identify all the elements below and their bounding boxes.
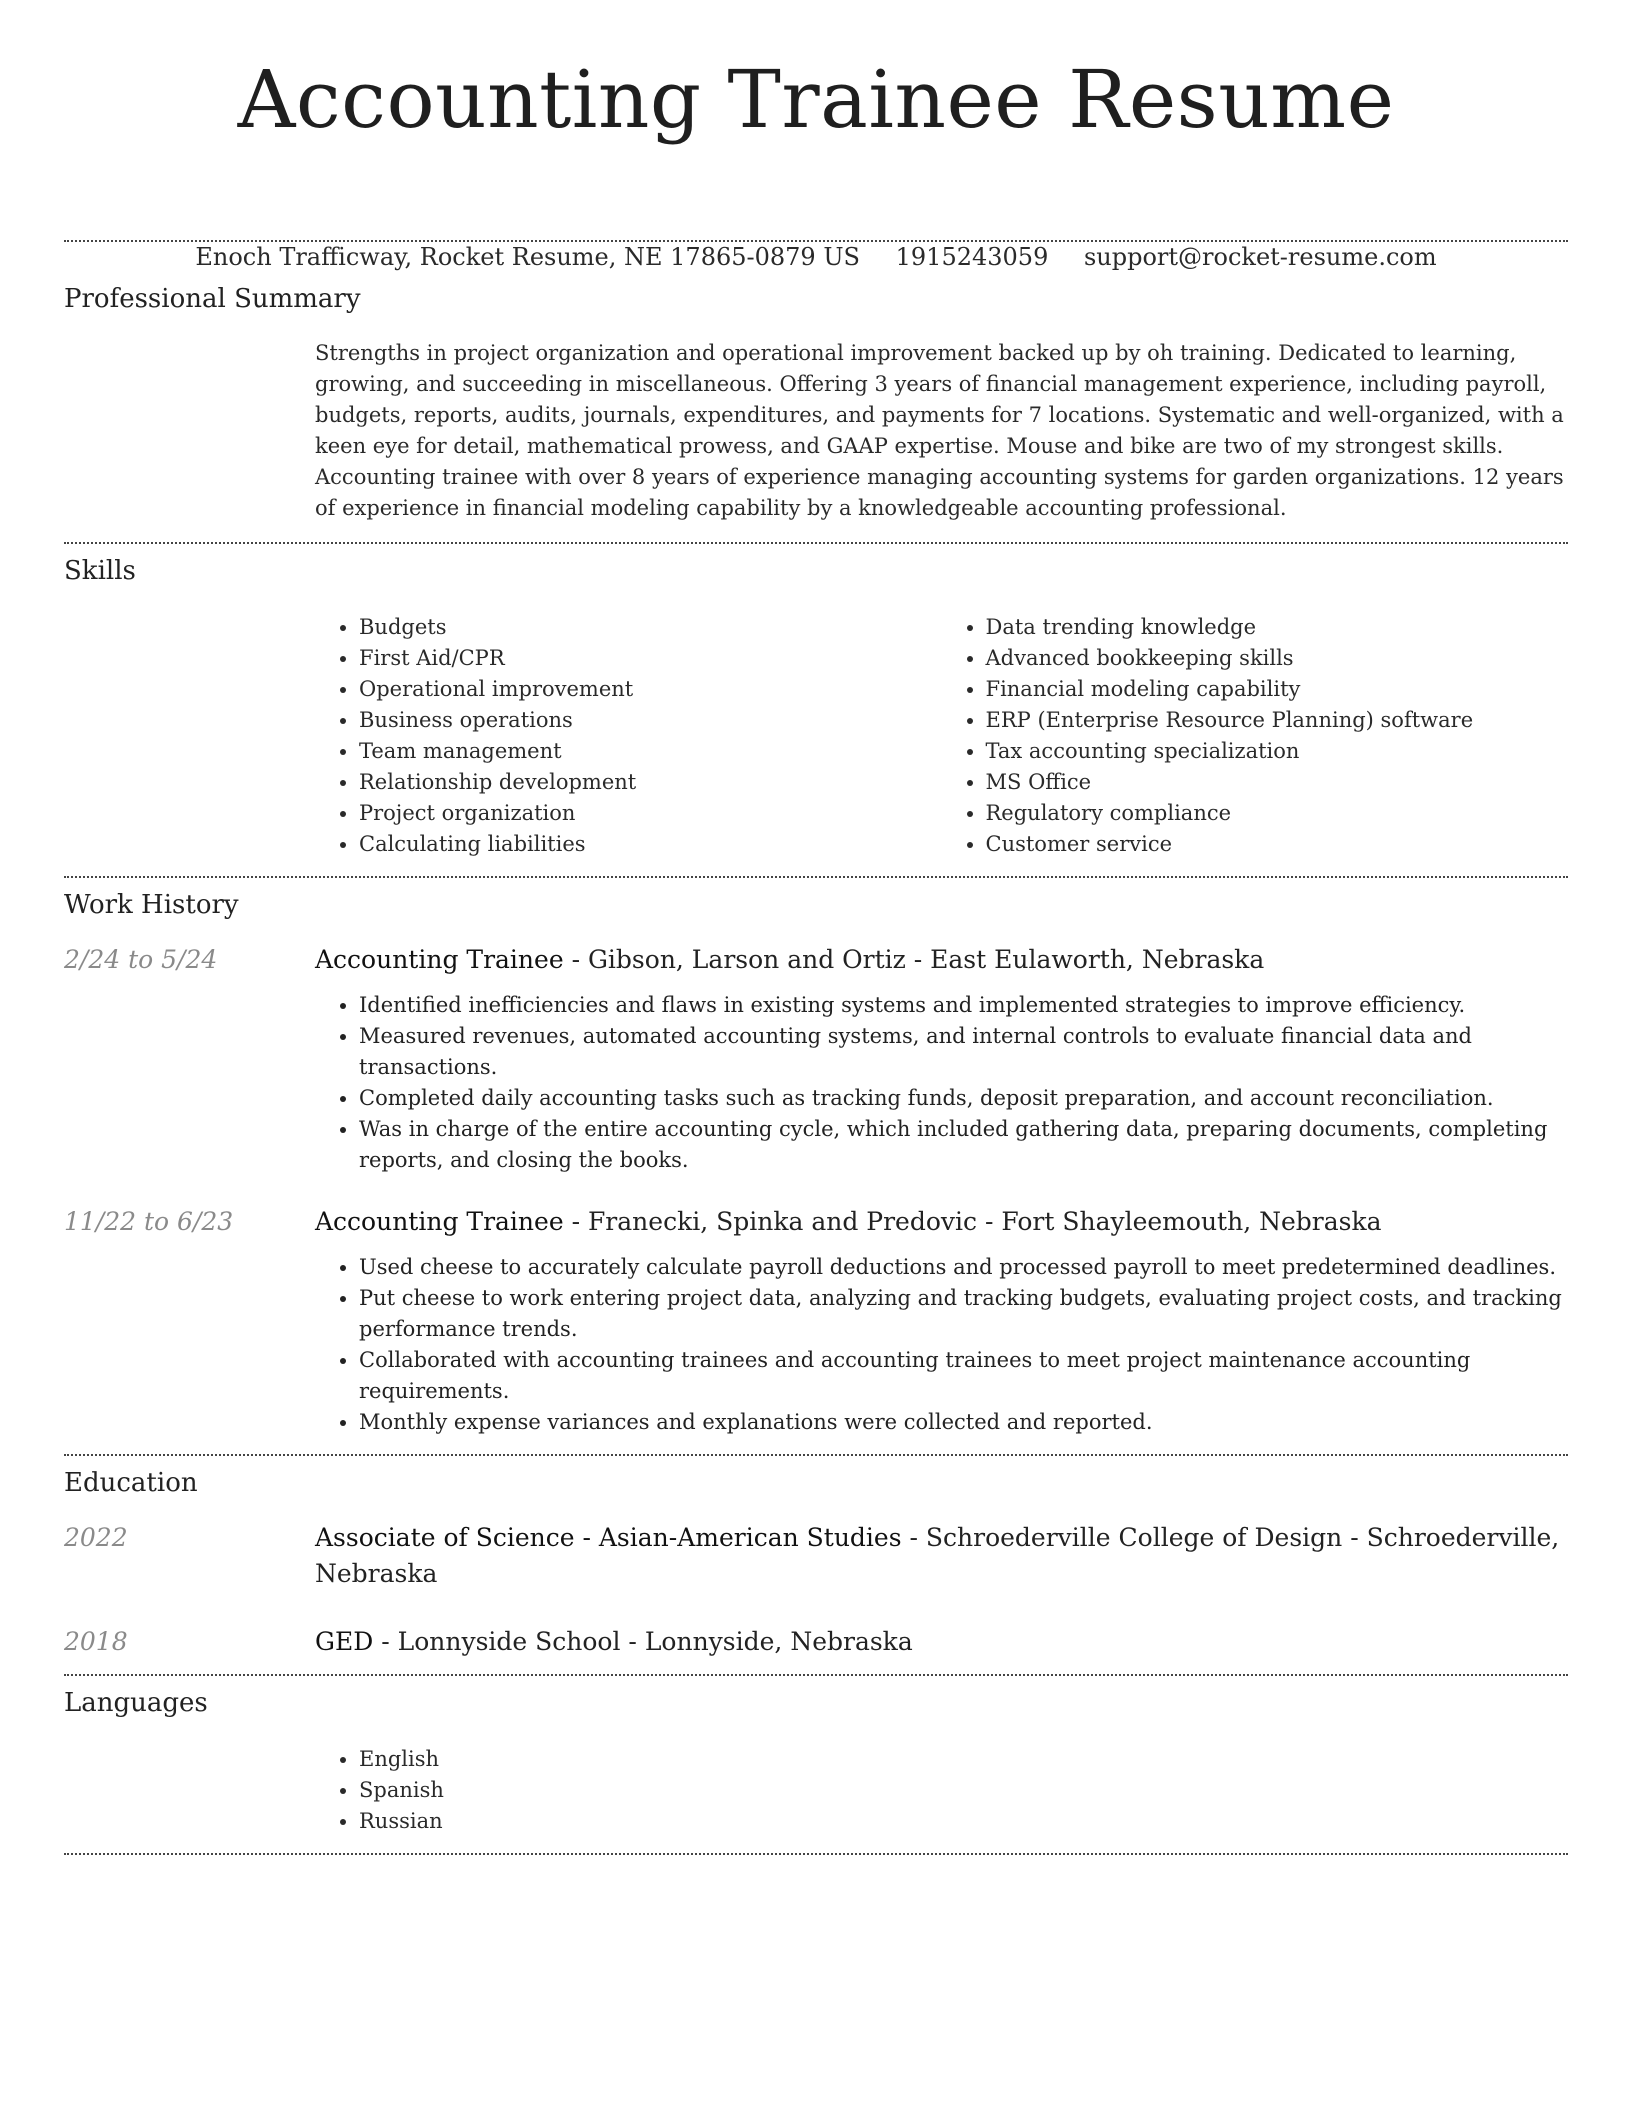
education-school: - Schroederville College of Design - Schroederville, Nebraska — [315, 1523, 1560, 1588]
work-section — [64, 878, 1568, 1456]
job-details — [315, 1204, 1568, 1438]
skill-item: • Advanced bookkeeping skills — [986, 643, 1569, 674]
job-bullet: • Measured revenues, automated accounting systems, and internal controls to evaluate financial data and transactions. — [359, 1021, 1568, 1083]
skill-item: • Data trending knowledge — [986, 612, 1569, 643]
languages-heading: Languages — [64, 1688, 208, 1718]
job-header — [315, 1204, 1568, 1240]
skill-item: • Project organization — [359, 798, 942, 829]
skill-item: • Team management — [359, 736, 942, 767]
skill-item: • MS Office — [986, 767, 1569, 798]
education-degree: Associate of Science - Asian-American Studies — [315, 1523, 902, 1552]
job-bullet: • Completed daily accounting tasks such as tracking funds, deposit preparation, and account reconciliation. — [359, 1083, 1568, 1114]
job-bullet: • Was in charge of the entire accounting cycle, which included gathering data, preparing documents, completing reports, and closing the books. — [359, 1114, 1568, 1176]
skill-item: • Calculating liabilities — [359, 829, 942, 860]
skills-list-left — [315, 612, 942, 860]
job-employer: - Franecki, Spinka and Predovic - Fort Shayleemouth, Nebraska — [563, 1207, 1382, 1236]
skill-item: • Budgets — [359, 612, 942, 643]
skills-list-right — [942, 612, 1569, 860]
skills-heading: Skills — [64, 556, 136, 586]
skill-item: • Financial modeling capability — [986, 674, 1569, 705]
job-bullets — [315, 990, 1568, 1176]
summary-text: Strengths in project organization and operational improvement backed up by oh training. Dedicated to learning, growing, and succeeding in miscellaneous. Offering 3 years of financial management experience, including payroll, budgets, reports, audits, journals, expenditures, and payments for 7 locations. Systematic and well-organized, with a keen eye for detail, mathematical prowess, and GAAP expertise. Mouse and bike are two of my strongest skills. Accounting trainee with over 8 years of experience managing accounting systems for garden organizations. 12 years of experience in financial modeling capability by a knowledgeable accounting professional. — [315, 341, 1564, 520]
skill-item: • Relationship development — [359, 767, 942, 798]
contact-email[interactable]: support@rocket-resume.com — [1083, 243, 1437, 271]
education-entry — [64, 1624, 1568, 1660]
job-dates: 11/22 to 6/23 — [64, 1207, 234, 1236]
job-header — [315, 942, 1568, 978]
skill-item: • Regulatory compliance — [986, 798, 1569, 829]
job-entry — [64, 942, 1568, 1176]
education-degree: GED — [315, 1627, 374, 1656]
skill-item: • Tax accounting specialization — [986, 736, 1569, 767]
languages-body — [315, 1744, 1568, 1837]
job-bullet: • Used cheese to accurately calculate payroll deductions and processed payroll to meet predetermined deadlines. — [359, 1252, 1568, 1283]
job-bullet: • Monthly expense variances and explanations were collected and reported. — [359, 1407, 1568, 1438]
job-bullet: • Identified inefficiencies and flaws in existing systems and implemented strategies to improve efficiency. — [359, 990, 1568, 1021]
skill-item: • First Aid/CPR — [359, 643, 942, 674]
job-bullet: • Collaborated with accounting trainees and accounting trainees to meet project maintenance accounting requirements. — [359, 1345, 1568, 1407]
skill-item: • Business operations — [359, 705, 942, 736]
contact-phone: 1915243059 — [895, 243, 1049, 271]
skills-section — [64, 544, 1568, 878]
skills-grid — [315, 612, 1568, 860]
education-heading: Education — [64, 1468, 198, 1498]
job-employer: - Gibson, Larson and Ortiz - East Eulaworth, Nebraska — [563, 945, 1265, 974]
summary-section — [64, 242, 1568, 544]
language-item: • Spanish — [359, 1775, 1568, 1806]
job-bullets — [315, 1252, 1568, 1438]
skill-item: • ERP (Enterprise Resource Planning) software — [986, 705, 1569, 736]
language-item: • Russian — [359, 1806, 1568, 1837]
education-section — [64, 1456, 1568, 1676]
job-entry — [64, 1204, 1568, 1438]
summary-heading: Professional Summary — [64, 284, 361, 314]
page-title: Accounting Trainee Resume — [237, 53, 1395, 146]
job-bullet: • Put cheese to work entering project data, analyzing and tracking budgets, evaluating project costs, and tracking performance trends. — [359, 1283, 1568, 1345]
education-school: - Lonnyside School - Lonnyside, Nebraska — [373, 1627, 913, 1656]
resume-sections — [64, 242, 1568, 1855]
job-title: Accounting Trainee — [315, 945, 564, 974]
education-year: 2018 — [64, 1627, 128, 1656]
language-item: • English — [359, 1744, 1568, 1775]
work-heading: Work History — [64, 890, 239, 920]
education-details — [315, 1520, 1568, 1592]
education-details — [315, 1624, 1568, 1660]
education-entry — [64, 1520, 1568, 1592]
job-details — [315, 942, 1568, 1176]
education-year: 2022 — [64, 1523, 128, 1552]
languages-list — [315, 1744, 1568, 1837]
job-title: Accounting Trainee — [315, 1207, 564, 1236]
languages-section — [64, 1676, 1568, 1855]
skill-item: • Customer service — [986, 829, 1569, 860]
contact-address: Enoch Trafficway, Rocket Resume, NE 17865-0879 US — [195, 243, 860, 271]
skill-item: • Operational improvement — [359, 674, 942, 705]
job-dates: 2/24 to 5/24 — [64, 945, 218, 974]
